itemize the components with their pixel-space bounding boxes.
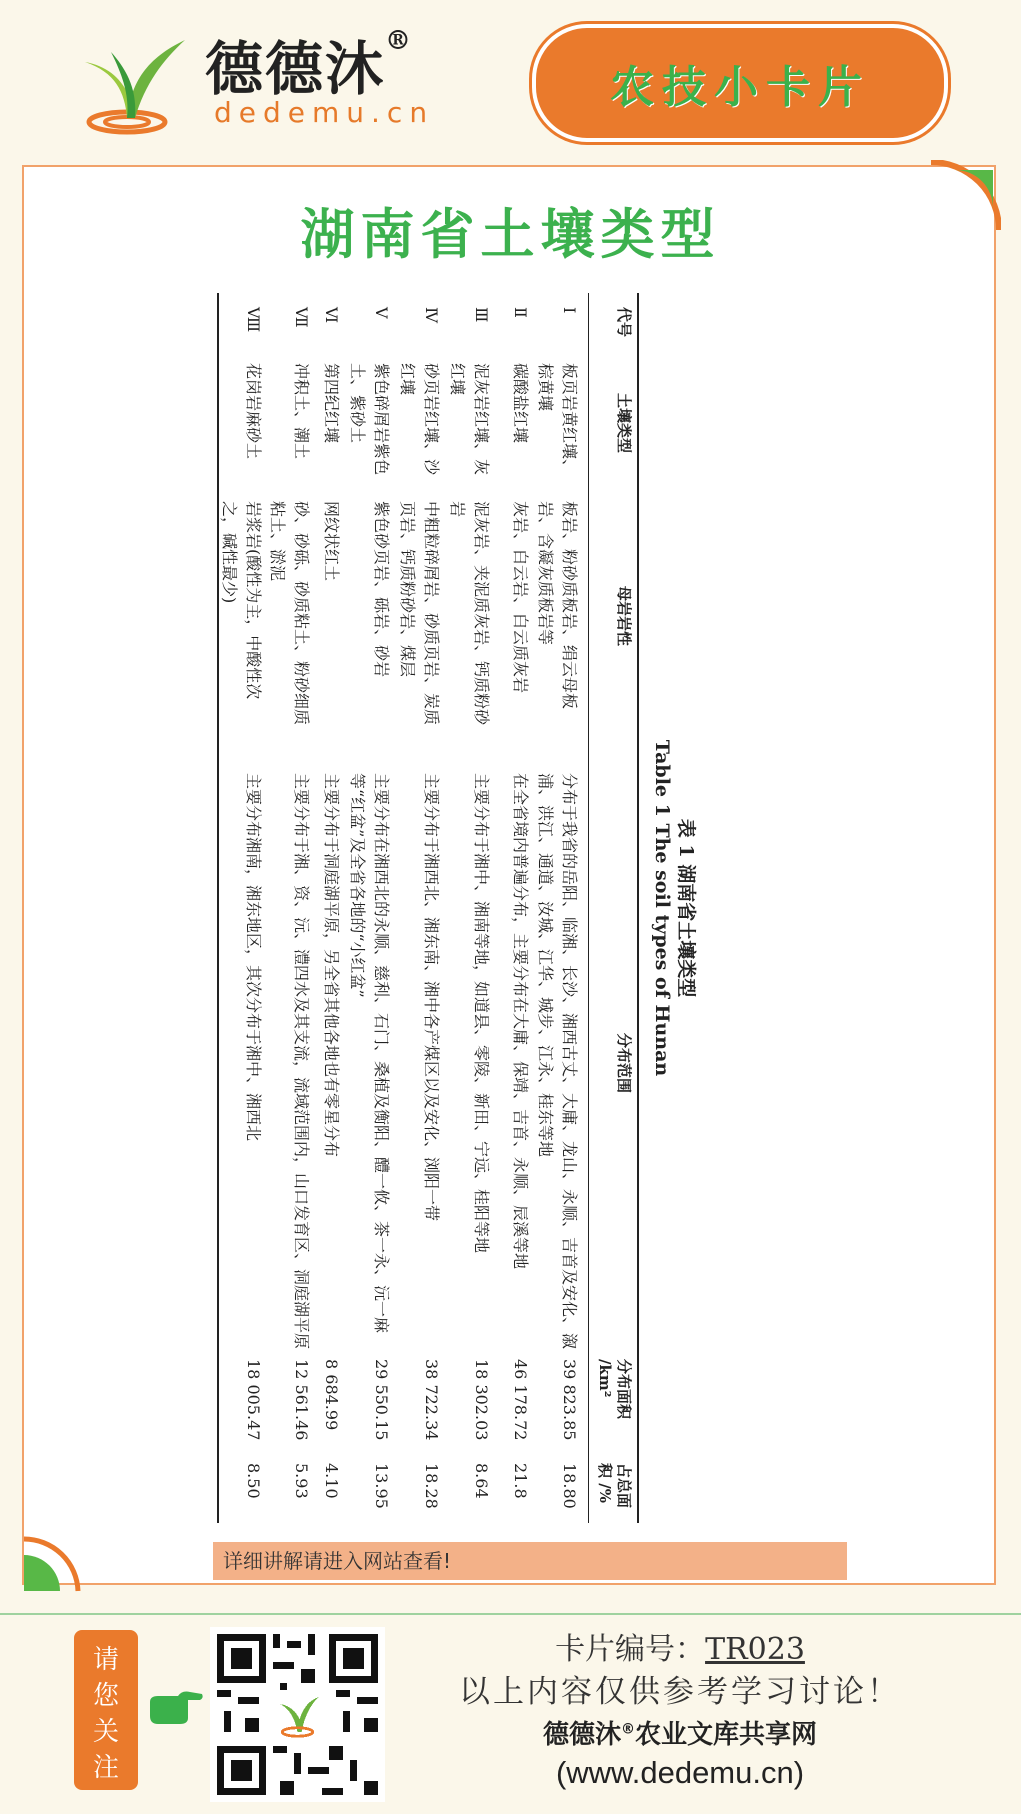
soil-table bbox=[215, 293, 705, 1523]
cell-percent: 18.80 bbox=[560, 1463, 579, 1509]
cell-percent: 4.10 bbox=[322, 1463, 341, 1499]
cell-area: 12 561.46 bbox=[292, 1359, 311, 1441]
cell-distribution: 主要分布湘南，湘东地区，其次分布于湘中、湘西北 bbox=[244, 773, 263, 1142]
cell-code: Ⅷ bbox=[244, 307, 263, 333]
cell-percent: 21.8 bbox=[511, 1463, 530, 1499]
sprout-logo-icon bbox=[55, 22, 205, 137]
card-title: 湖南省土壤类型 bbox=[300, 203, 721, 266]
cell-distribution: 主要分布于湘中、湘南等地，如道县、零陵、新田、宁远、桂阳等地 bbox=[472, 773, 491, 1254]
header-area: 分布面积 /km² bbox=[596, 1359, 633, 1420]
site-url-link[interactable]: (www.dedemu.cn) bbox=[555, 1755, 805, 1790]
cell-parent-rock: 中粗粒碎屑岩、砂质页岩、炭质页岩、钙质粉砂岩、煤层 bbox=[398, 501, 441, 726]
cell-soil-type: 第四纪红壤 bbox=[322, 363, 341, 444]
cell-soil-type: 泥灰岩红壤、灰红壤 bbox=[448, 363, 491, 476]
cell-code: Ⅲ bbox=[472, 307, 491, 323]
table-top-rule bbox=[637, 293, 639, 1523]
registered-mark: ® bbox=[385, 26, 414, 56]
table-header-rule bbox=[588, 293, 589, 1523]
cell-code: Ⅵ bbox=[322, 307, 341, 324]
soil-table-image bbox=[215, 293, 705, 1523]
cell-percent: 5.93 bbox=[292, 1463, 311, 1499]
cell-area: 46 178.72 bbox=[511, 1359, 530, 1441]
brand-name bbox=[205, 22, 413, 106]
header-soil-type: 土壤类型 bbox=[615, 392, 633, 453]
cell-area: 18 302.03 bbox=[472, 1359, 491, 1441]
cell-parent-rock: 紫色砂页岩、砾岩、砂岩 bbox=[372, 501, 391, 678]
cell-soil-type: 花岗岩麻砂土 bbox=[244, 363, 263, 460]
cell-percent: 8.50 bbox=[244, 1463, 263, 1499]
card-number bbox=[400, 1624, 960, 1668]
header-parent-rock: 母岩岩性 bbox=[615, 585, 633, 646]
header-code: 代号 bbox=[615, 307, 633, 338]
brand-name-text: 德德沐 bbox=[205, 35, 386, 103]
cell-area: 8 684.99 bbox=[322, 1359, 341, 1431]
site-name-prefix: 德德沐 bbox=[542, 1720, 621, 1750]
cell-soil-type: 紫色碎屑岩紫色土、紫砂土 bbox=[348, 363, 391, 476]
disclaimer: 以上内容仅供参考学习讨论！ bbox=[459, 1674, 901, 1710]
cell-distribution: 主要分布在湘西北的永顺、慈利、石门、桑植及衡阳、醴一攸、茶一永、沅一麻等“红盆”及全省各地的“小红盆” bbox=[348, 773, 391, 1334]
cell-soil-type: 板页岩黄红壤、棕黄壤 bbox=[536, 363, 579, 476]
cell-distribution: 主要分布于湘西北、湘东南、湘中各产煤区以及安化、浏阳一带 bbox=[422, 773, 441, 1222]
site-name-mark: ® bbox=[621, 1721, 635, 1738]
cell-code: Ⅶ bbox=[292, 307, 311, 328]
table-caption-zh: 表 1 湖南省土壤类型 bbox=[675, 818, 697, 998]
cell-parent-rock: 灰岩、白云岩、白云质灰岩 bbox=[511, 501, 530, 694]
cell-parent-rock: 砂、砂砾、砂质粘土、粉砂细质粘土、淤泥 bbox=[268, 501, 311, 726]
cell-distribution: 在全省境内普遍分布，主要分布在大庸、保靖、吉首、永顺、辰溪等地 bbox=[511, 773, 530, 1270]
more-info-link[interactable]: 详细讲解请进入网站查看! bbox=[213, 1542, 847, 1580]
header-distribution: 分布范围 bbox=[615, 1032, 633, 1093]
table-caption-en: Table 1 The soil types of Hunan bbox=[651, 739, 673, 1077]
cell-distribution: 分布于我省的岳阳、临湘、长沙、湘西古丈、大庸、龙山、永顺、吉首及安化、溆浦、洪江、通道、汝城、江华、城步、江永、桂东等地 bbox=[536, 773, 579, 1350]
cell-parent-rock: 泥灰岩、夹泥质灰岩、钙质粉砂岩 bbox=[448, 501, 491, 726]
cell-percent: 13.95 bbox=[372, 1463, 391, 1509]
cell-parent-rock: 板岩、粉砂质板岩、绢云母板岩、含凝灰质板岩等 bbox=[536, 501, 579, 710]
table-bottom-rule bbox=[217, 293, 219, 1523]
cell-area: 29 550.15 bbox=[372, 1359, 391, 1441]
site-name-suffix: 农业文库共享网 bbox=[635, 1720, 818, 1750]
card-number-label: 卡片编号： bbox=[555, 1632, 706, 1667]
cell-soil-type: 砂页岩红壤、沙红壤 bbox=[398, 363, 441, 476]
pointing-hand-icon bbox=[146, 1688, 204, 1726]
cell-area: 38 722.34 bbox=[422, 1359, 441, 1441]
card-number-value: TR023 bbox=[705, 1632, 805, 1667]
badge-label: 农技小卡片 bbox=[610, 62, 870, 113]
header-percent: 占总面积 /% bbox=[596, 1463, 633, 1509]
cell-parent-rock: 网纹状红土 bbox=[322, 501, 341, 582]
cell-soil-type: 冲积土、潮土 bbox=[292, 363, 311, 460]
cell-distribution: 主要分布于湘、资、沅、澧四水及其支流，流域范围内，山口发育区、洞庭湖平原 bbox=[292, 773, 311, 1350]
follow-label-text: 请您关注 bbox=[92, 1645, 119, 1783]
cell-percent: 18.28 bbox=[422, 1463, 441, 1509]
cell-soil-type: 碳酸盐红壤 bbox=[511, 363, 530, 444]
cell-code: Ⅳ bbox=[422, 307, 441, 323]
qr-code-icon[interactable] bbox=[210, 1627, 385, 1802]
brand-url[interactable]: dedemu.cn bbox=[214, 96, 435, 129]
follow-label bbox=[74, 1630, 138, 1790]
cell-distribution: 主要分布于洞庭湖平原，另全省其他各地也有零星分布 bbox=[322, 773, 341, 1158]
cell-area: 18 005.47 bbox=[244, 1359, 263, 1441]
cell-code: Ⅰ bbox=[560, 307, 579, 314]
cell-code: Ⅱ bbox=[511, 307, 530, 318]
site-name bbox=[400, 1714, 960, 1751]
corner-decoration-icon bbox=[22, 1533, 82, 1593]
cell-percent: 8.64 bbox=[472, 1463, 491, 1499]
cell-code: Ⅴ bbox=[372, 307, 391, 319]
footer-divider bbox=[0, 1613, 1021, 1615]
badge bbox=[532, 24, 948, 142]
cell-parent-rock: 岩浆岩(酸性为主，中酸性次之，碱性最少) bbox=[220, 501, 263, 700]
cell-area: 39 823.85 bbox=[560, 1359, 579, 1441]
